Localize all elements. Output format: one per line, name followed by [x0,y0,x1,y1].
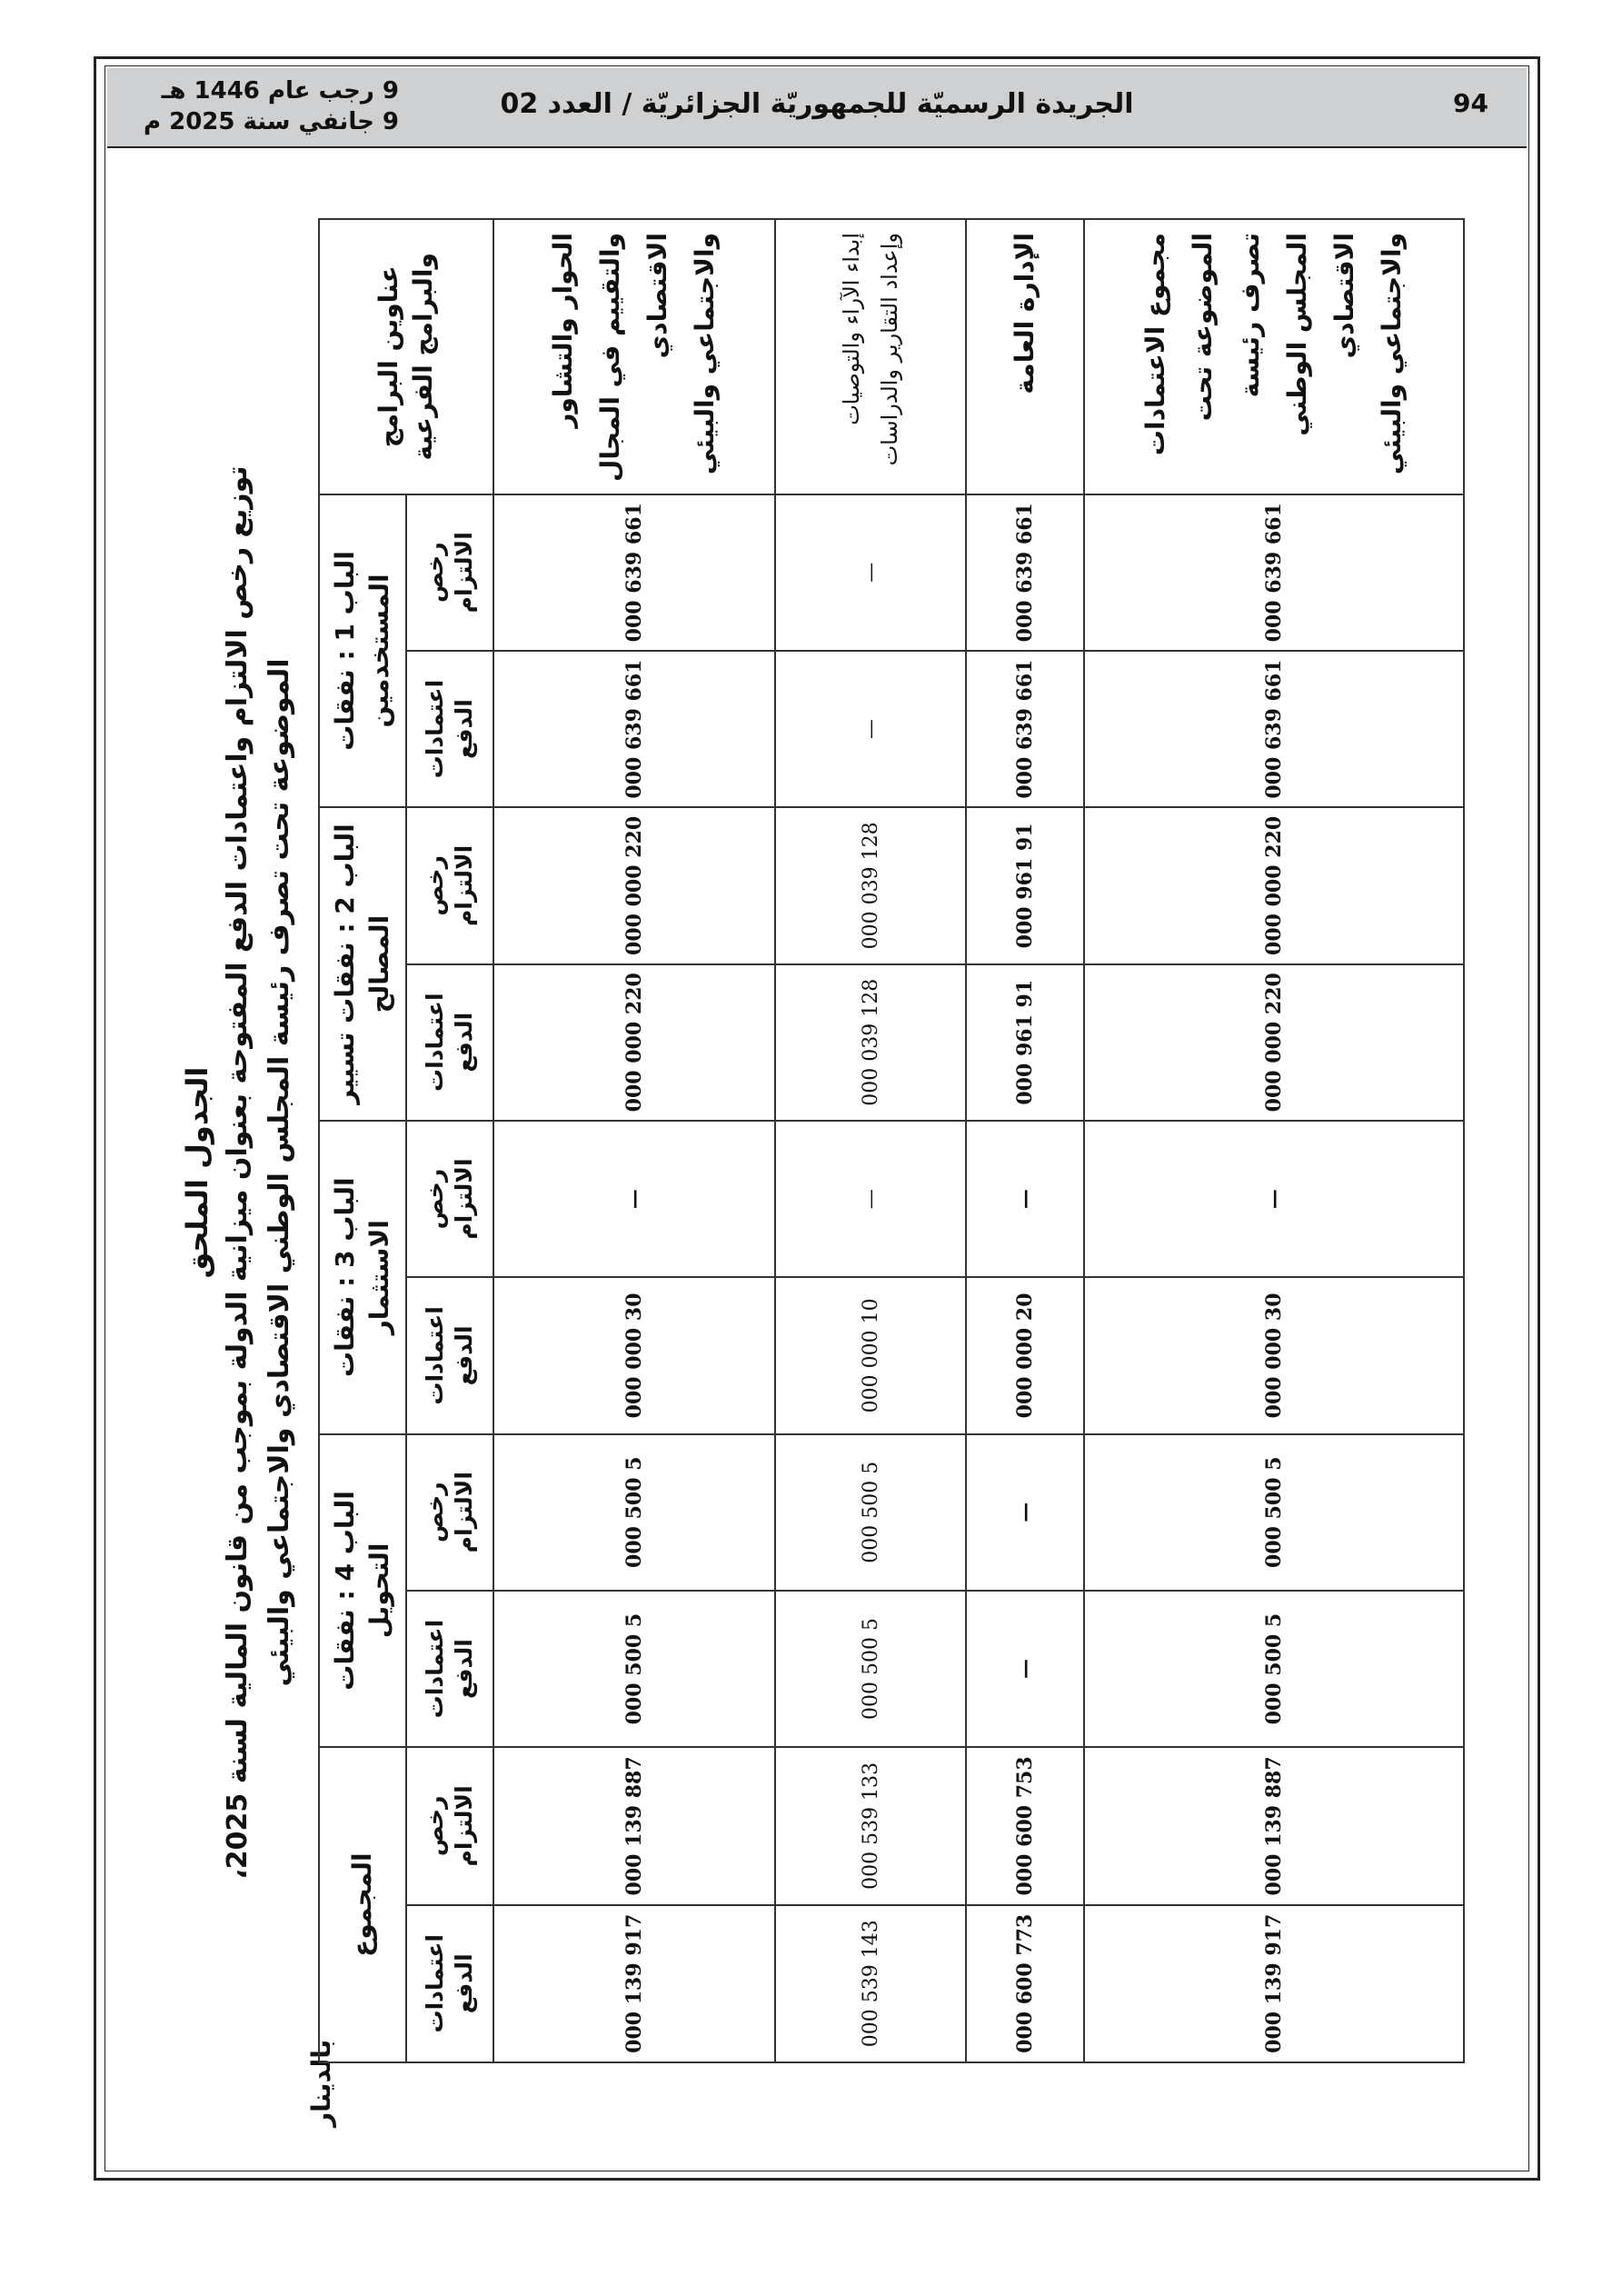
sub-header-commit: رخص الالتزام [406,494,493,651]
row-label: الحوار والتشاور والتقييم في المجال الاقتصادي والاجتماعي والبيئي [493,219,775,494]
cell-value: 220 000 000 [1084,964,1464,1121]
cell-value: 5 500 000 [493,1591,775,1747]
cell-value: 30 000 000 [493,1277,775,1433]
sub-header-commit: رخص الالتزام [406,1747,493,1904]
cell-value: — [493,1121,775,1277]
row-label: مجموع الاعتمادات الموضوعة تحت تصرف رئيسة المجلس الوطني الاقتصادي والاجتماعي والبيئي [1084,219,1464,494]
group-header-total: المجموع [319,1747,406,2062]
cell-value: 220 000 000 [1084,807,1464,963]
cell-value: 30 000 000 [1084,1277,1464,1433]
cell-value: — [966,1591,1084,1747]
cell-value: 5 500 000 [775,1434,966,1591]
journal-title: الجريدة الرسميّة للجمهوريّة الجزائريّة / العدد 02 [500,88,1134,120]
cell-value: 917 139 000 [493,1905,775,2062]
group-header-2: الباب 2 : نفقات تسيير المصالح [319,807,406,1121]
page-header [107,68,1527,148]
cell-value: 133 539 000 [775,1747,966,1904]
header-dates [144,75,399,137]
cell-value: 887 139 000 [1084,1747,1464,1904]
sub-header-commit: رخص الالتزام [406,1434,493,1591]
group-header-4: الباب 4 : نفقات التحويل [319,1434,406,1748]
cell-value: 5 500 000 [1084,1434,1464,1591]
cell-value: 10 000 000 [775,1277,966,1433]
caption-line-2: توزيع رخص الالتزام واعتمادات الدفع المفتوحة بعنوان ميزانية الدولة بموجب من قانون المالية لسنة 2025، [222,465,254,1880]
cell-value: 143 539 000 [775,1905,966,2062]
page-number: 94 [1453,88,1488,118]
cell-value: 128 039 000 [775,807,966,963]
caption-title: الجدول الملحق [180,1066,214,1279]
cell-value: 220 000 000 [493,807,775,963]
sub-header-pay: اعتمادات الدفع [406,964,493,1121]
cell-value: — [966,1121,1084,1277]
table-row [775,219,966,2062]
cell-value: — [775,651,966,807]
table-row [966,219,1084,2062]
currency-unit: بالدينار [306,2039,336,2127]
date-hijri: 9 رجب عام 1446 هـ [161,77,399,105]
cell-value: 91 961 000 [966,807,1084,963]
rotated-content [177,200,1477,2145]
cell-value: 20 000 000 [966,1277,1084,1433]
cell-value: 773 600 000 [966,1905,1084,2062]
cell-value: 661 639 000 [966,651,1084,807]
header-row-groups [319,219,406,2062]
sub-header-commit: رخص الالتزام [406,807,493,963]
table-row [493,219,775,2062]
cell-value: 917 139 000 [1084,1905,1464,2062]
cell-value: 128 039 000 [775,964,966,1121]
cell-value: 661 639 000 [1084,651,1464,807]
sub-header-pay: اعتمادات الدفع [406,651,493,807]
row-label: إبداء الآراء والتوصيات وإعداد التقارير والدراسات [775,219,966,494]
cell-value: 661 639 000 [966,494,1084,651]
cell-value: 661 639 000 [493,651,775,807]
cell-value: 91 961 000 [966,964,1084,1121]
cell-value: — [966,1434,1084,1591]
cell-value: 887 139 000 [493,1747,775,1904]
table-row-total [1084,219,1464,2062]
cell-value: 220 000 000 [493,964,775,1121]
sub-header-pay: اعتمادات الدفع [406,1277,493,1433]
date-gregorian: 9 جانفي سنة 2025 م [144,108,399,135]
cell-value: 661 639 000 [1084,494,1464,651]
caption-line-3: الموضوعة تحت تصرف رئيسة المجلس الوطني الاقتصادي والاجتماعي والبيئي [264,658,295,1687]
col-title-header: عناوين البرامج والبرامج الفرعية [319,219,493,494]
cell-value: 753 600 000 [966,1747,1084,1904]
sub-header-pay: اعتمادات الدفع [406,1905,493,2062]
cell-value: 661 639 000 [493,494,775,651]
cell-value: 5 500 000 [775,1591,966,1747]
group-header-3: الباب 3 : نفقات الاستثمار [319,1121,406,1434]
appropriations-table [318,218,1465,2063]
table-caption [177,200,301,2145]
cell-value: 5 500 000 [1084,1591,1464,1747]
sub-header-pay: اعتمادات الدفع [406,1591,493,1747]
row-label: الإدارة العامة [966,219,1084,494]
group-header-1: الباب 1 : نفقات المستخدمين [319,494,406,808]
sub-header-commit: رخص الالتزام [406,1121,493,1277]
cell-value: — [775,1121,966,1277]
cell-value: 5 500 000 [493,1434,775,1591]
header-row-sub [406,219,493,2062]
cell-value: — [775,494,966,651]
cell-value: — [1084,1121,1464,1277]
